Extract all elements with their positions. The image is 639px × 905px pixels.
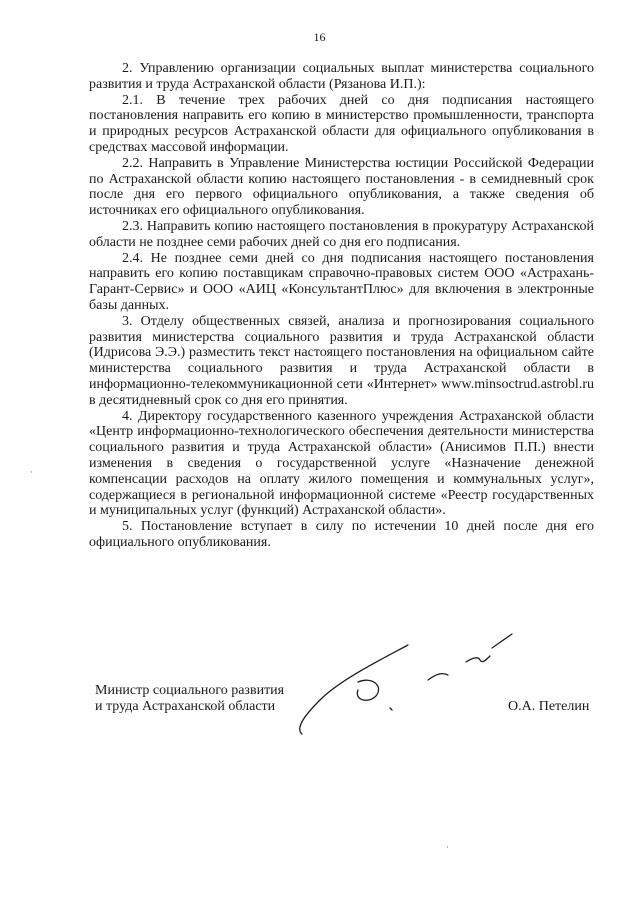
document-body <box>89 61 594 551</box>
paragraph-2-2: 2.2. Направить в Управление Министерства юстиции Российской Федерации по Астраханской области копию настоящего постановления - в семидневный срок после дня его первого официального опубликования, а также сведения об источниках его официального опубликования. <box>89 155 594 219</box>
signatory-title <box>95 683 284 715</box>
scan-speck: · <box>446 842 449 852</box>
paragraph-4: 4. Директору государственного казенного учреждения Астраханской области «Центр информационно-технологического обеспечения деятельности министерства социального развития и труда Астраханской области» (Анисимов П.П.) внести изменения в сведения о государственной услуге «Назначение денежной компенсации расходов на оплату жилого помещения и коммунальных услуг», содержащиеся в региональной информационной системе «Реестр государственных и муниципальных услуг (функций) Астраханской области». <box>89 408 594 519</box>
scan-speck: · <box>30 467 33 477</box>
paragraph-3: 3. Отделу общественных связей, анализа и прогнозирования социального развития министерства социального развития и труда Астраханской области (Идрисова Э.Э.) разместить текст настоящего постановления на официальном сайте министерства социального развития и труда Астраханской области в информационно-телекоммуникационной сети «Интернет» www.minsoctrud.astrobl.ru в десятидневный срок со дня его принятия. <box>89 313 594 408</box>
paragraph-2-3: 2.3. Направить копию настоящего постановления в прокуратуру Астраханской области не позднее семи рабочих дней со дня его подписания. <box>89 218 594 250</box>
handwritten-signature <box>280 620 560 750</box>
signatory-title-line2: и труда Астраханской области <box>95 698 276 714</box>
paragraph-2-1: 2.1. В течение трех рабочих дней со дня подписания настоящего постановления направить его копию в министерство промышленности, транспорта и природных ресурсов Астраханской области для официального опубликования в средствах массовой информации. <box>89 92 594 155</box>
page-number: 16 <box>313 30 326 44</box>
paragraph-5: 5. Постановление вступает в силу по истечении 10 дней после дня его официального опубликования. <box>89 519 594 550</box>
paragraph-2-4: 2.4. Не позднее семи дней со дня подписания настоящего постановления направить его копию поставщикам справочно-правовых систем ООО «Астрахань-Гарант-Сервис» и ООО «АИЦ «КонсультантПлюс» для включения в электронные базы данных. <box>89 250 594 313</box>
signatory-title-line1: Министр социального развития <box>95 683 285 698</box>
signatory-name: О.А. Петелин <box>508 699 590 714</box>
paragraph-2: 2. Управлению организации социальных выплат министерства социального развития и труда Астраханской области (Рязанова И.П.): <box>89 61 594 92</box>
